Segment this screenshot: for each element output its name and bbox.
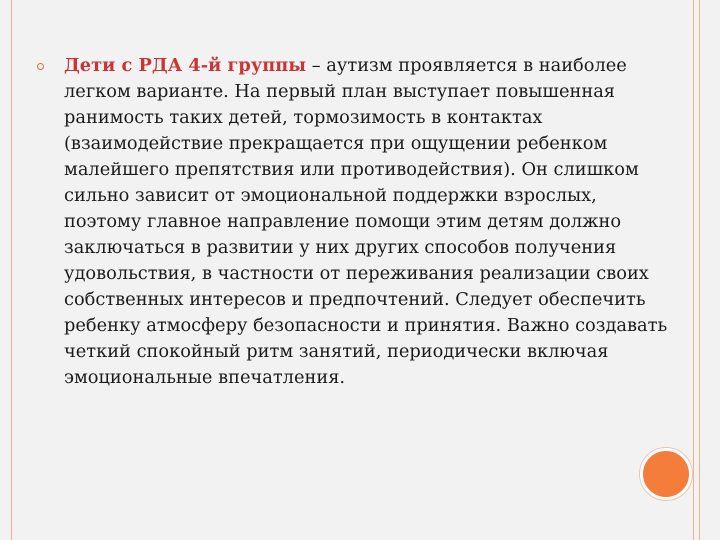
lead-term: Дети с РДА 4-й группы [64,55,307,76]
right-border-line-inner [693,0,694,540]
decorative-orange-circle [640,448,692,500]
bullet-paragraph [64,53,674,391]
circle-outline-bullet-icon [37,63,44,70]
right-border-line-outer [699,0,700,540]
paragraph-body: – аутизм проявляется в наиболее легком варианте. На первый план выступает повышенная ранимость таких детей, тормозимость в контактах (взаимодействие прекращается при ощущении ребенком малейшего препятствия или противодействия). Он слишком сильно зависит от эмоциональной поддержки взрослых, поэтому главное направление помощи этим детям должно заключаться в развитии у них других способов получения удовольствия, в частности от переживания реализации своих собственных интересов и предпочтений. Следует обеспечить ребенку атмосферу безопасности и принятия. Важно создавать четкий спокойный ритм занятий, периодически включая эмоциональные впечатления. [64,55,668,388]
left-border-line [11,0,12,540]
